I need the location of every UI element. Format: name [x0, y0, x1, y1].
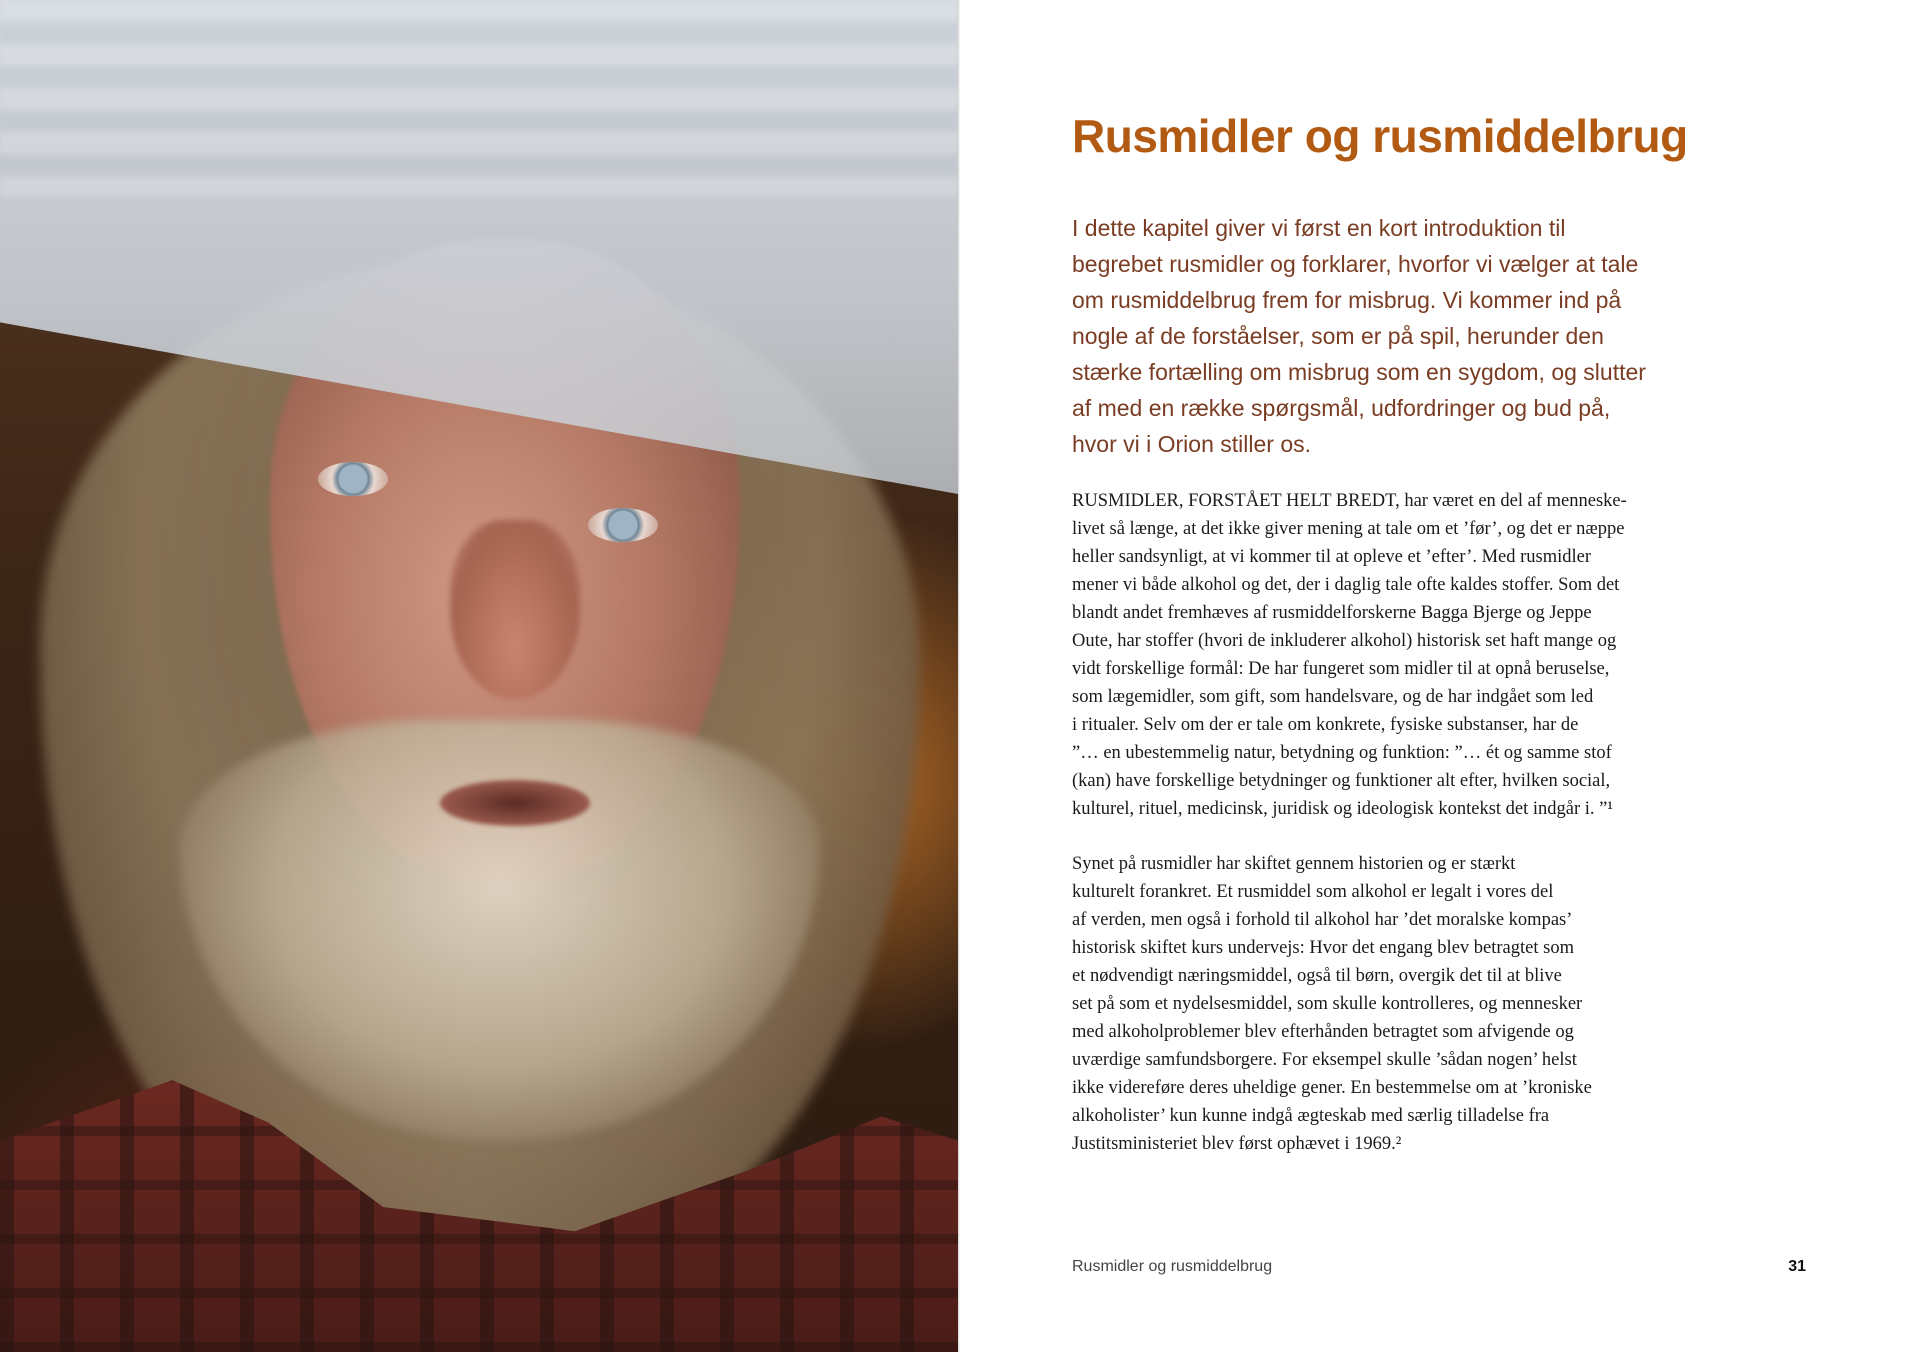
- body-line: livet så længe, at det ikke giver mening at tale om et ’før’, og det er næppe: [1072, 519, 1625, 539]
- chapter-title: Rusmidler og rusmiddelbrug: [1072, 110, 1688, 162]
- body-line: kulturelt forankret. Et rusmiddel som alkohol er legalt i vores del: [1072, 882, 1554, 902]
- lead-paragraph: [1072, 210, 1712, 462]
- page-number: 31: [1788, 1258, 1806, 1275]
- lead-line: hvor vi i Orion stiller os.: [1072, 431, 1312, 457]
- photo-nose: [450, 520, 580, 700]
- body-line: ikke videreføre deres uheldige gener. En bestemmelse om at ’kroniske: [1072, 1078, 1592, 1098]
- body-line: RUSMIDLER, FORSTÅET HELT BREDT, har været en del af menneske-: [1072, 491, 1627, 511]
- body-line: af verden, men også i forhold til alkohol har ’det moralske kompas’: [1072, 910, 1573, 930]
- running-footer: Rusmidler og rusmiddelbrug: [1072, 1258, 1273, 1275]
- photo-left-eye: [318, 462, 388, 496]
- body-line: som lægemidler, som gift, som handelsvare, og de har indgået som led: [1072, 687, 1594, 707]
- body-line: (kan) have forskellige betydninger og funktioner alt efter, hvilken social,: [1072, 771, 1611, 791]
- body-line: blandt andet fremhæves af rusmiddelforskerne Bagga Bjerge og Jeppe: [1072, 603, 1592, 623]
- lead-line: nogle af de forståelser, som er på spil, herunder den: [1072, 323, 1604, 349]
- photo-blinds-reflection: [0, 0, 958, 200]
- body-line: vidt forskellige formål: De har fungeret som midler til at opnå beruselse,: [1072, 659, 1610, 679]
- body-line: ”… en ubestemmelig natur, betydning og funktion: ”… ét og samme stof: [1072, 743, 1612, 763]
- body-line: i ritualer. Selv om der er tale om konkrete, fysiske substanser, har de: [1072, 715, 1579, 735]
- body-line: Justitsministeriet blev først ophævet i 1969.²: [1072, 1134, 1402, 1154]
- body-line: mener vi både alkohol og det, der i daglig tale ofte kaldes stoffer. Som det: [1072, 575, 1620, 595]
- lead-line: begrebet rusmidler og forklarer, hvorfor vi vælger at tale: [1072, 251, 1639, 277]
- portrait-photo: [0, 0, 958, 1352]
- body-line: et nødvendigt næringsmiddel, også til børn, overgik det til at blive: [1072, 966, 1562, 986]
- lead-line: stærke fortælling om misbrug som en sygdom, og slutter: [1072, 359, 1646, 385]
- body-line: uværdige samfundsborgere. For eksempel skulle ’sådan nogen’ helst: [1072, 1050, 1577, 1070]
- photo-right-eye: [588, 508, 658, 542]
- body-line: heller sandsynligt, at vi kommer til at opleve et ’efter’. Med rusmidler: [1072, 547, 1592, 567]
- body-line: alkoholister’ kun kunne indgå ægteskab med særlig tilladelse fra: [1072, 1106, 1550, 1126]
- lead-line: af med en række spørgsmål, udfordringer og bud på,: [1072, 395, 1611, 421]
- body-paragraph-1: [1072, 487, 1712, 823]
- body-line: Synet på rusmidler har skiftet gennem historien og er stærkt: [1072, 854, 1516, 874]
- body-paragraph-2: [1072, 850, 1712, 1158]
- body-line: set på som et nydelsesmiddel, som skulle kontrolleres, og mennesker: [1072, 994, 1583, 1014]
- page-spine: [958, 0, 960, 1352]
- lead-line: om rusmiddelbrug frem for misbrug. Vi kommer ind på: [1072, 287, 1622, 313]
- photo-mouth: [440, 780, 590, 826]
- lead-line: I dette kapitel giver vi først en kort introduktion til: [1072, 215, 1566, 241]
- body-line: Oute, har stoffer (hvori de inkluderer alkohol) historisk set haft mange og: [1072, 631, 1617, 651]
- body-line: med alkoholproblemer blev efterhånden betragtet som afvigende og: [1072, 1022, 1574, 1042]
- body-line: historisk skiftet kurs undervejs: Hvor det engang blev betragtet som: [1072, 938, 1574, 958]
- body-line: kulturel, rituel, medicinsk, juridisk og ideologisk kontekst det indgår i. ”¹: [1072, 799, 1613, 819]
